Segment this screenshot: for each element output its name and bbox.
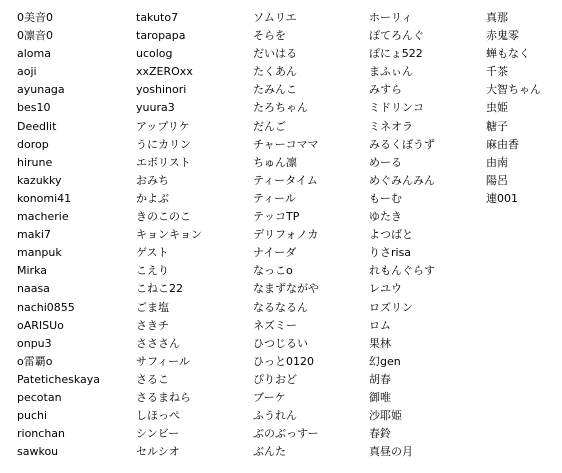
name-entry: なるなるん (253, 300, 308, 314)
name-entry: こねこ22 (136, 282, 183, 296)
name-entry: yoshinori (136, 83, 187, 97)
name-entry: ロズリン (369, 300, 413, 314)
name-entry: ブーケ (253, 390, 286, 404)
name-entry: サフィール (136, 354, 190, 368)
name-entry: xxZEROxx (136, 65, 193, 79)
name-entry: Deedlit (17, 119, 57, 133)
name-entry: taropapa (136, 29, 186, 43)
name-entry: りさrisa (369, 246, 412, 260)
name-entry: puchi (17, 409, 48, 423)
name-entry: ネズミー (253, 318, 297, 332)
name-entry: もーむ (369, 191, 402, 205)
name-entry: ayunaga (17, 83, 65, 97)
name-entry: 真那 (486, 11, 508, 24)
name-entry: だんご (253, 119, 286, 133)
name-entry: デリフォノカ (253, 228, 319, 242)
name-entry: 大智ちゃん (486, 83, 541, 97)
name-entry: なまずながや (253, 282, 319, 296)
name-entry: みるくぼうず (369, 137, 435, 151)
name-entry: ぴりおど (253, 372, 297, 386)
name-entry: さささん (136, 336, 180, 350)
name-entry: だいはる (253, 47, 297, 61)
name-entry: チャーコママ (253, 137, 319, 151)
name-entry: 0美音0 (17, 11, 53, 24)
name-entry: ホーリィ (369, 11, 413, 24)
name-column-2 (136, 9, 248, 461)
name-entry: ミネオラ (369, 119, 413, 133)
name-entry: ぽてろんぐ (369, 29, 424, 43)
name-entry: rionchan (17, 427, 66, 441)
name-entry: ゲスト (136, 246, 169, 260)
name-entry: 沙耶姫 (369, 409, 402, 423)
name-entry: takuto7 (136, 11, 179, 24)
name-entry: ぶのぶっすー (253, 427, 319, 441)
name-entry: konomi41 (17, 191, 72, 205)
name-entry: ナイーダ (253, 246, 297, 260)
name-entry: bes10 (17, 101, 51, 115)
name-entry: 蝉もなく (486, 47, 530, 61)
name-entry: nachi0855 (17, 300, 75, 314)
name-entry: ふうれん (253, 409, 297, 423)
name-entry: おみち (136, 173, 169, 187)
name-column-3 (253, 9, 365, 461)
name-entry: ティール (253, 191, 296, 205)
name-entry: 0凛音0 (17, 29, 53, 43)
name-entry: たろちゃん (253, 101, 308, 115)
name-entry: 赤鬼零 (486, 29, 519, 43)
name-entry: ひつじるい (253, 336, 308, 350)
name-entry: よつばと (369, 228, 413, 242)
name-entry: ぶんた (253, 445, 286, 459)
name-entry: さきチ (136, 318, 169, 332)
name-entry: ティータイム (253, 173, 318, 187)
name-entry: 陽呂 (486, 173, 508, 187)
name-entry: oARISUo (17, 318, 64, 332)
name-entry: 御唯 (369, 390, 391, 404)
name-entry: こえり (136, 264, 169, 278)
name-entry: pecotan (17, 390, 62, 404)
name-entry: manpuk (17, 246, 62, 260)
name-entry: 幻gen (369, 354, 401, 368)
name-entry: 千茶 (486, 65, 508, 79)
name-entry: たくあん (253, 65, 297, 79)
name-entry: かよぶ (136, 191, 169, 205)
name-entry: naasa (17, 282, 50, 296)
name-entry: ゆたき (369, 210, 402, 224)
name-entry: Mirka (17, 264, 47, 278)
name-column-4 (369, 9, 481, 461)
name-entry: きのこのこ (136, 210, 191, 224)
name-entry: yuura3 (136, 101, 175, 115)
name-entry: しほっぺ (136, 409, 180, 423)
name-entry: maki7 (17, 228, 51, 242)
name-entry: 真昼の月 (369, 445, 413, 459)
name-entry: 連001 (486, 191, 518, 205)
name-entry: 糖子 (486, 119, 508, 133)
name-entry: kazukky (17, 173, 62, 187)
name-entry: まふぃん (369, 65, 413, 79)
name-entry: たみんこ (253, 83, 297, 97)
name-entry: そらを (253, 29, 286, 43)
name-entry: ちゅん凛 (253, 155, 297, 169)
name-entry: さるこ (136, 372, 169, 386)
name-column-1 (17, 9, 129, 461)
name-entry: 虫姫 (486, 101, 508, 115)
name-entry: ミドリンコ (369, 101, 424, 115)
name-entry: sawkou (17, 445, 59, 459)
name-entry: macherie (17, 210, 69, 224)
name-entry: ソムリエ (253, 11, 297, 24)
name-entry: hirune (17, 155, 53, 169)
name-entry: れもんぐらす (369, 264, 435, 278)
name-entry: キョンキョン (136, 228, 202, 242)
name-entry: o雷覇o (17, 354, 53, 368)
name-entry: なっこo (253, 264, 293, 278)
name-entry: めーる (369, 155, 402, 169)
name-column-5 (486, 9, 556, 208)
name-entry: 胡春 (369, 372, 391, 386)
name-entry: ぽにょ522 (369, 47, 423, 61)
name-entry: ロム (369, 318, 391, 332)
name-entry: シンビー (136, 427, 180, 441)
name-entry: テッコTP (253, 210, 300, 224)
name-entry: うにカリン (136, 137, 191, 151)
name-entry: ごま塩 (136, 300, 169, 314)
name-entry: 麻由香 (486, 137, 519, 151)
name-entry: dorop (17, 137, 49, 151)
name-entry: ひっと0120 (253, 354, 314, 368)
name-entry: めぐみんみん (369, 173, 435, 187)
name-entry: さるまねら (136, 390, 191, 404)
name-entry: アップリケ (136, 119, 190, 133)
name-entry: Pateticheskaya (17, 372, 101, 386)
name-entry: aoji (17, 65, 37, 79)
name-entry: 春鈴 (369, 427, 391, 441)
name-entry: レユウ (369, 282, 402, 296)
name-entry: 果林 (369, 336, 391, 350)
name-entry: エボリスト (136, 155, 191, 169)
name-entry: 由南 (486, 155, 508, 169)
name-entry: セルシオ (136, 445, 180, 459)
name-entry: aloma (17, 47, 51, 61)
name-entry: みすら (369, 83, 402, 97)
name-entry: ucolog (136, 47, 173, 61)
name-entry: onpu3 (17, 336, 52, 350)
